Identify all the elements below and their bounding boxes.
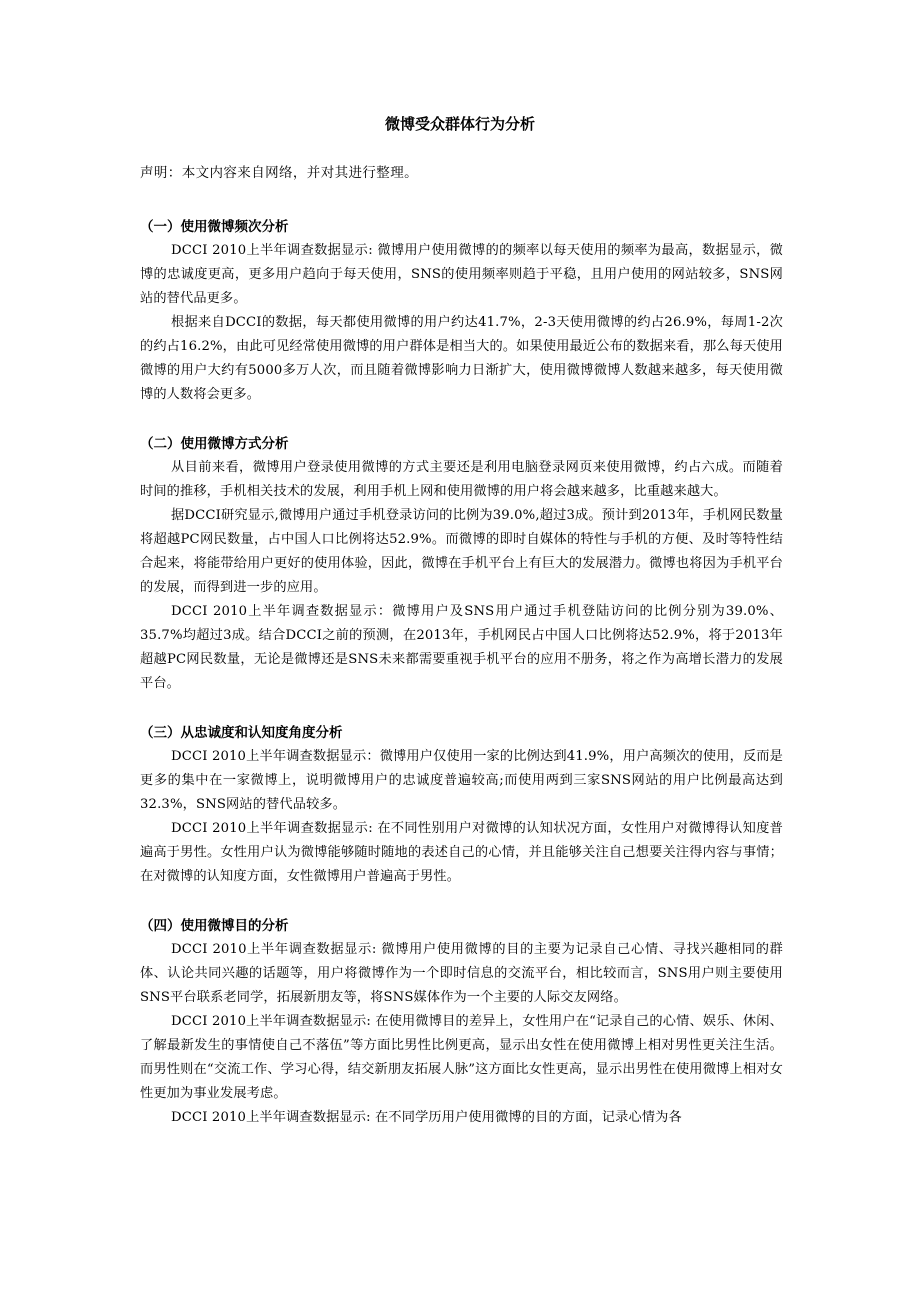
document-body bbox=[140, 161, 783, 1155]
paragraph: DCCI 2010上半年调查数据显示：微博用户仅使用一家的比例达到41.9%，用户高频次的使用，反而是更多的集中在一家微博上，说明微博用户的忠诚度普遍较高;而使用两到三家SNS网站的用户比例最高达到32.3%，SNS网站的替代品较多。 bbox=[140, 749, 783, 812]
paragraph: 从目前来看，微博用户登录使用微博的方式主要还是利用电脑登录网页来使用微博，约占六成。而随着时间的推移，手机相关技术的发展，利用手机上网和使用微博的用户将会越来越多，比重越来越大。 bbox=[140, 460, 783, 499]
section-heading: （四）使用微博目的分析 bbox=[140, 918, 289, 934]
section-heading: （二）使用微博方式分析 bbox=[140, 436, 289, 452]
paragraph: 根据来自DCCI的数据，每天都使用微博的用户约达41.7%，2-3天使用微博的约占26.9%，每周1-2次的约占16.2%，由此可见经常使用微博的用户群体是相当大的。如果使用最近公布的数据来看，那么每天使用微博的用户大约有5000多万人次，而且随着微博影响力日渐扩大，使用微博微博人数越来越多，每天使用微博的人数将会更多。 bbox=[140, 315, 783, 402]
section-loyalty bbox=[140, 721, 783, 889]
statement-line: 声明：本文内容来自网络，并对其进行整理。 bbox=[140, 165, 418, 181]
section-heading: （一）使用微博频次分析 bbox=[140, 219, 289, 235]
paragraph: 据DCCI研究显示,微博用户通过手机登录访问的比例为39.0%,超过3成。预计到2013年，手机网民数量将超越PC网民数量，占中国人口比例将达52.9%。而微博的即时自媒体的特性与手机的方便、及时等特性结合起来，将能带给用户更好的使用体验，因此，微博在手机平台上有巨大的发展潜力。微博也将因为手机平台的发展，而得到进一步的应用。 bbox=[140, 508, 783, 595]
section-heading: （三）从忠诚度和认知度角度分析 bbox=[140, 725, 343, 741]
paragraph: DCCI 2010上半年调查数据显示: 在使用微博目的差异上，女性用户在“记录自己的心情、娱乐、休闲、了解最新发生的事情使自己不落伍”等方面比男性比例更高，显示出女性在使用微博上相对男性更关注生活。而男性则在“交流工作、学习心得，结交新朋友拓展人脉”这方面比女性更高，显示出男性在使用微博上相对女性更加为事业发展考虑。 bbox=[140, 1014, 783, 1101]
section-purpose bbox=[140, 914, 783, 1130]
section-frequency bbox=[140, 215, 783, 407]
section-usage-method bbox=[140, 432, 783, 696]
paragraph: DCCI 2010上半年调查数据显示: 在不同学历用户使用微博的目的方面，记录心情为各 bbox=[171, 1110, 682, 1125]
document-title: 微博受众群体行为分析 bbox=[384, 115, 535, 133]
paragraph: DCCI 2010上半年调查数据显示: 在不同性别用户对微博的认知状况方面，女性用户对微博得认知度普遍高于男性。女性用户认为微博能够随时随地的表述自己的心情，并且能够关注自己想要关注得内容与事情；在对微博的认知度方面，女性微博用户普遍高于男性。 bbox=[140, 821, 783, 884]
paragraph: DCCI 2010上半年调查数据显示: 微博用户使用微博的目的主要为记录自己心情、寻找兴趣相同的群体、认论共同兴趣的话题等，用户将微博作为一个即时信息的交流平台，相比较而言，SNS用户则主要使用SNS平台联系老同学，拓展新朋友等，将SNS媒体作为一个主要的人际交友网络。 bbox=[140, 942, 783, 1005]
paragraph: DCCI 2010上半年调查数据显示: 微博用户使用微博的的频率以每天使用的频率为最高，数据显示，微博的忠诚度更高，更多用户趋向于每天使用，SNS的使用频率则趋于平稳，且用户使用的网站较多，SNS网站的替代品更多。 bbox=[140, 243, 783, 306]
paragraph: DCCI 2010上半年调查数据显示：微博用户及SNS用户通过手机登陆访问的比例分别为39.0%、35.7%均超过3成。结合DCCI之前的预测，在2013年，手机网民占中国人口比例将达52.9%，将于2013年超越PC网民数量，无论是微博还是SNS未来都需要重视手机平台的应用不册务，将之作为高增长潜力的发展平台。 bbox=[140, 604, 783, 691]
